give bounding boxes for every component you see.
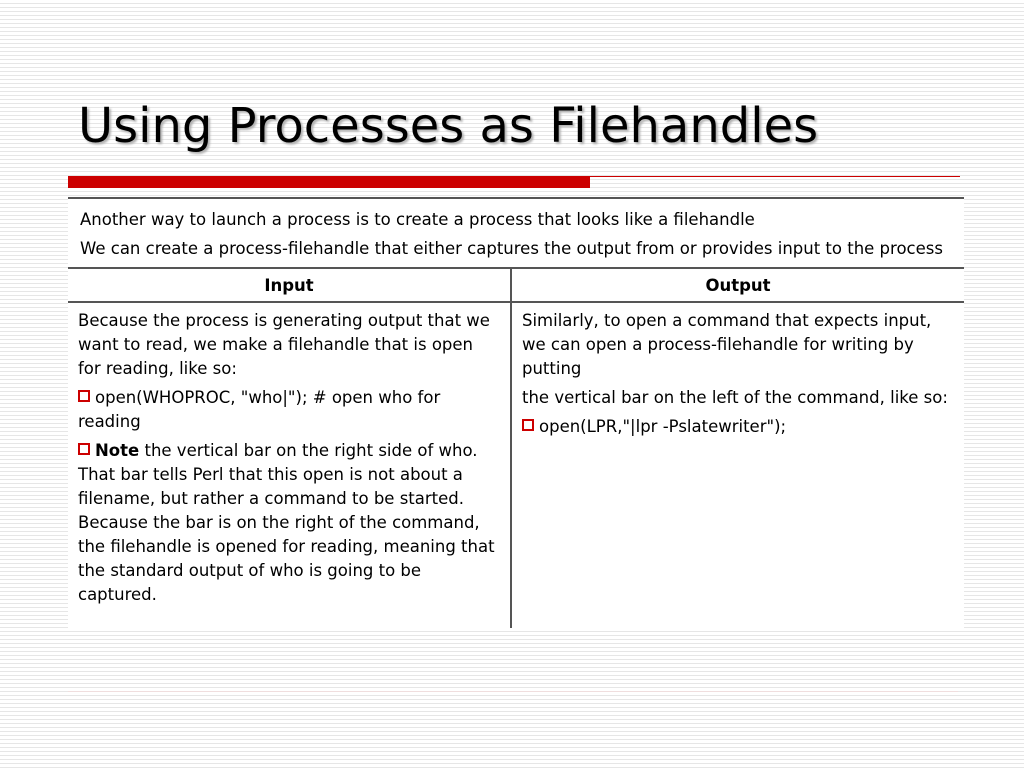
body-row xyxy=(68,302,964,628)
hollow-square-bullet-icon xyxy=(522,419,534,431)
title-underline-red xyxy=(68,176,590,188)
output-bullet-1 xyxy=(522,415,954,439)
input-bullet-1-text: open(WHOPROC, "who|"); # open who for reading xyxy=(78,388,441,431)
input-paragraph: Because the process is generating output that we want to read, we make a filehandle that is open for reading, like so: xyxy=(78,311,490,378)
output-paragraph-1: Similarly, to open a command that expects input, we can open a process-filehandle for writing by putting xyxy=(522,311,932,378)
intro-line-1: Another way to launch a process is to create a process that looks like a filehandle xyxy=(80,210,755,229)
intro-line-2: We can create a process-filehandle that either captures the output from or provides input to the process xyxy=(80,239,943,258)
intro-row xyxy=(68,198,964,268)
hollow-square-bullet-icon xyxy=(78,443,90,455)
header-row xyxy=(68,268,964,302)
slide-title: Using Processes as Filehandles xyxy=(78,98,819,154)
output-column-header: Output xyxy=(511,268,964,302)
input-column-header: Input xyxy=(68,268,511,302)
output-cell xyxy=(511,302,964,628)
content-table xyxy=(68,197,964,628)
hollow-square-bullet-icon xyxy=(78,390,90,402)
input-bullet-1 xyxy=(78,386,500,434)
input-cell xyxy=(68,302,511,628)
output-paragraph-2: the vertical bar on the left of the command, like so: xyxy=(522,388,948,407)
input-bullet-2 xyxy=(78,439,500,607)
input-bullet-2-text: the vertical bar on the right side of who. That bar tells Perl that this open is not about a filename, but rather a command to be started. Because the bar is on the right of the command, the filehandle is opened for reading, meaning that the standard output of who is going to be captured. xyxy=(78,441,495,604)
bottom-divider xyxy=(68,691,958,692)
output-bullet-1-text: open(LPR,"|lpr -Pslatewriter"); xyxy=(539,417,787,436)
intro-cell xyxy=(68,198,964,268)
title-underline-thin xyxy=(590,176,960,177)
note-label: Note xyxy=(95,441,140,460)
